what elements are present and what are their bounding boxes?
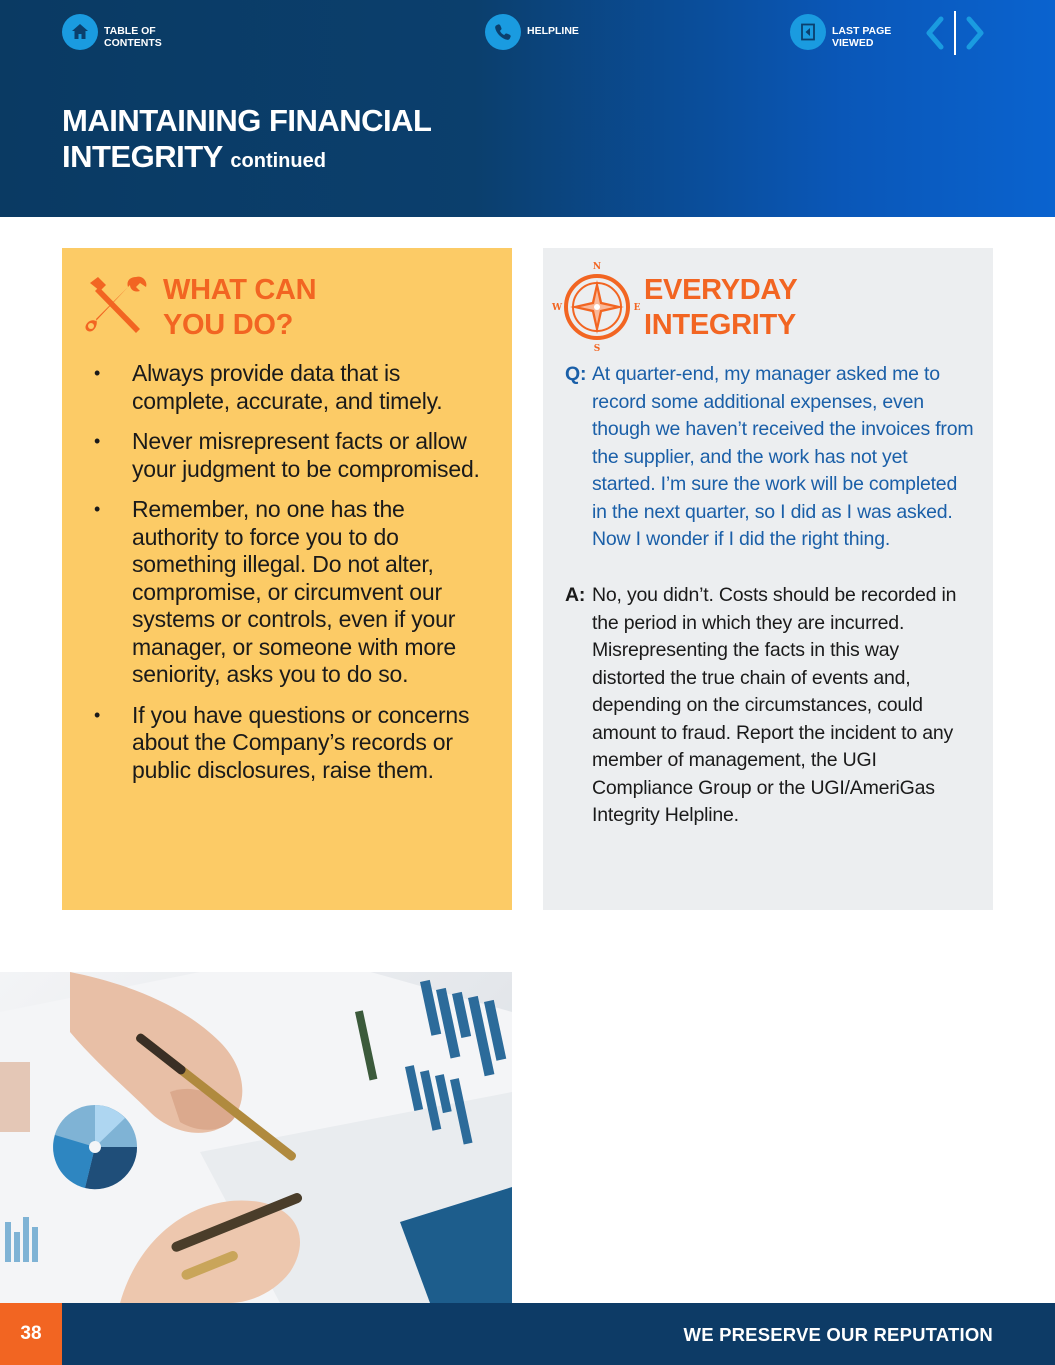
nav-last-page-label: LAST PAGE VIEWED — [832, 25, 892, 49]
compass-n: N — [592, 262, 602, 272]
list-item: • Always provide data that is complete, accurate, and timely. — [92, 360, 497, 415]
everyday-integrity-heading — [644, 273, 797, 343]
compass-e: E — [633, 303, 641, 313]
nav-table-of-contents[interactable] — [62, 14, 162, 50]
page-title-line2: INTEGRITY — [62, 139, 223, 174]
phone-icon — [485, 14, 521, 50]
tools-icon — [84, 273, 150, 340]
nav-last-page-viewed[interactable] — [790, 14, 891, 50]
page-navigation — [918, 10, 998, 56]
heading-line2: YOU DO? — [163, 309, 294, 341]
chevron-left-icon[interactable] — [918, 10, 952, 56]
heading-line1: EVERYDAY — [644, 274, 798, 306]
back-page-icon — [790, 14, 826, 50]
heading-line2: INTEGRITY — [644, 309, 796, 341]
home-icon — [62, 14, 98, 50]
page-header — [0, 0, 1055, 217]
compass-icon — [547, 260, 643, 361]
question-block — [565, 361, 975, 554]
heading-line1: WHAT CAN — [163, 274, 317, 306]
compass-w: W — [551, 303, 563, 313]
list-item: • If you have questions or concerns about the Company’s records or public disclosures, raise them. — [92, 702, 497, 785]
list-item: • Never misrepresent facts or allow your judgment to be compromised. — [92, 428, 497, 483]
chevron-right-icon[interactable] — [958, 10, 992, 56]
question-text: At quarter-end, my manager asked me to record some additional expenses, even though we haven’t received the invoices from the supplier, and the work has not yet started. I’m sure the work will be completed in the next quarter, so I did as I was asked. Now I wonder if I did the right thing. — [592, 363, 974, 550]
page-title — [62, 103, 432, 179]
section-title: WE PRESERVE OUR REPUTATION — [683, 1324, 993, 1345]
everyday-integrity-panel — [543, 248, 993, 910]
nav-divider — [954, 11, 956, 55]
compass-s: S — [593, 344, 601, 354]
page-footer — [0, 1303, 1055, 1365]
answer-block — [565, 582, 975, 830]
page-title-line1: MAINTAINING FINANCIAL — [62, 103, 432, 138]
question-label: Q: — [565, 363, 587, 385]
nav-helpline[interactable] — [485, 14, 579, 50]
page-number: 38 — [0, 1303, 62, 1365]
nav-toc-label: TABLE OF CONTENTS — [104, 25, 162, 49]
financial-documents-photo — [0, 972, 512, 1303]
answer-text: No, you didn’t. Costs should be recorded in the period in which they are incurred. Misrepresenting the facts in this way distorted the true chain of events and, depending on the circumstances, could amount to fraud. Report the incident to any member of management, the UGI Compliance Group or the UGI/AmeriGas Integrity Helpline. — [592, 584, 957, 826]
guidance-list — [92, 360, 497, 797]
list-item: • Remember, no one has the authority to force you to do something illegal. Do not alter, compromise, or circumvent our systems or controls, even if your manager, or someone with more seniority, asks you to do so. — [92, 496, 497, 689]
nav-helpline-label: HELPLINE — [527, 25, 579, 37]
answer-label: A: — [565, 584, 586, 606]
what-can-you-do-heading — [163, 273, 316, 343]
what-can-you-do-panel — [62, 248, 512, 910]
page-title-suffix: continued — [230, 150, 326, 172]
